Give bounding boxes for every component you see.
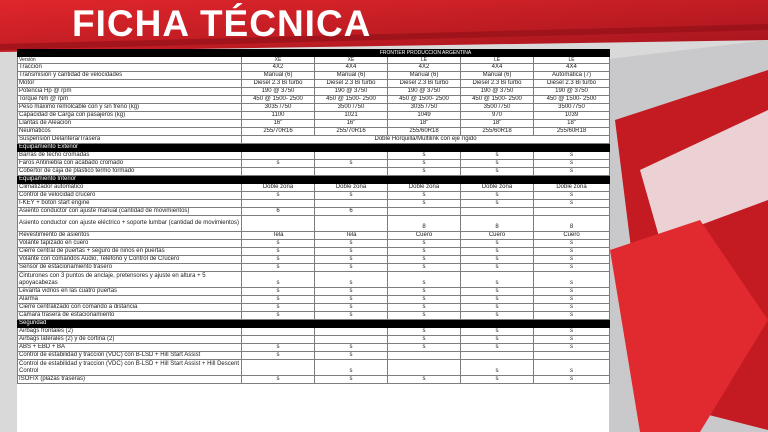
spec-value: 450 @ 1500- 2500 — [461, 96, 534, 104]
spec-label: Airbags frontales (2) — [18, 328, 242, 336]
spec-row — [18, 128, 610, 136]
spec-value: s — [461, 152, 534, 160]
spec-value: s — [315, 352, 388, 360]
spec-label: Volante con comandos Audio, Teléfono y Control de Crucero — [18, 256, 242, 264]
page-title: FICHA TÉCNICA — [72, 3, 372, 44]
spec-value: s — [534, 336, 610, 344]
spec-value: s — [534, 344, 610, 352]
spec-label: Tracción — [18, 64, 242, 72]
banner-row — [18, 50, 610, 57]
spec-value: s — [315, 256, 388, 264]
spec-label: Levanta vidrios en las cuatro puertas — [18, 288, 242, 296]
spec-row — [18, 272, 610, 288]
section-title: Equipamiento Interior — [18, 176, 610, 184]
spec-value: Doble zona — [534, 184, 610, 192]
spec-value: Doble zona — [388, 184, 461, 192]
spec-value: 3035 /750 — [242, 104, 315, 112]
spec-value: 255/70R16 — [315, 128, 388, 136]
spec-value: Cuero — [461, 232, 534, 240]
spec-label: Asiento conductor con ajuste eléctrico + soporte lumbar (cantidad de movimientos) — [18, 216, 242, 232]
spec-label: Suspensión Delantera/Trasera — [18, 136, 242, 144]
spec-row — [18, 80, 610, 88]
spec-label: Faros Antiniebla con acabado cromado — [18, 160, 242, 168]
spec-label: Revestimiento de asientos — [18, 232, 242, 240]
spec-value: 1039 — [534, 112, 610, 120]
spec-value: Tela — [242, 232, 315, 240]
spec-row — [18, 120, 610, 128]
spec-value: s — [242, 240, 315, 248]
spec-value-span: Doble Horquilla/Multilink con eje rígido — [242, 136, 610, 144]
spec-label: Volante tapizado en cuero — [18, 240, 242, 248]
spec-value — [242, 168, 315, 176]
banner-spacer — [18, 50, 242, 57]
spec-row — [18, 96, 610, 104]
spec-value: 450 @ 1500- 2500 — [242, 96, 315, 104]
spec-value: Manual (6) — [315, 72, 388, 80]
spec-row — [18, 248, 610, 256]
spec-row — [18, 104, 610, 112]
section-header-row — [18, 320, 610, 328]
spec-value: s — [388, 288, 461, 296]
spec-value: Diesel 2.3 Bi turbo — [534, 80, 610, 88]
section-header-row — [18, 144, 610, 152]
spec-value: s — [315, 376, 388, 384]
spec-value: s — [461, 304, 534, 312]
spec-value: s — [315, 272, 388, 288]
version-cell: LE — [388, 57, 461, 64]
spec-value: s — [242, 248, 315, 256]
spec-value: s — [534, 312, 610, 320]
spec-value: s — [534, 296, 610, 304]
spec-label: Control de velocidad crucero — [18, 192, 242, 200]
spec-value: 4X2 — [388, 64, 461, 72]
spec-value: Doble zona — [242, 184, 315, 192]
spec-value: 1049 — [388, 112, 461, 120]
spec-value: s — [388, 240, 461, 248]
spec-row — [18, 288, 610, 296]
spec-value: s — [315, 240, 388, 248]
spec-row — [18, 192, 610, 200]
spec-value: s — [534, 192, 610, 200]
spec-label: Motor — [18, 80, 242, 88]
spec-value: Doble zona — [461, 184, 534, 192]
spec-label: Cobertor de caja de plástico termo formado — [18, 168, 242, 176]
spec-value: s — [534, 304, 610, 312]
spec-value: s — [461, 288, 534, 296]
spec-value: s — [461, 312, 534, 320]
spec-value — [388, 352, 461, 360]
spec-label: Capacidad de Carga con pasajeros (kg) — [18, 112, 242, 120]
spec-value: 190 @ 3750 — [534, 88, 610, 96]
spec-value: 8 — [534, 216, 610, 232]
spec-value: s — [242, 304, 315, 312]
spec-row — [18, 232, 610, 240]
spec-value: 450 @ 1500- 2500 — [388, 96, 461, 104]
spec-value: s — [534, 376, 610, 384]
spec-value: 255/70R16 — [242, 128, 315, 136]
spec-row — [18, 264, 610, 272]
spec-value: s — [315, 288, 388, 296]
spec-value: s — [242, 296, 315, 304]
spec-value: s — [461, 160, 534, 168]
spec-value: 4X4 — [315, 64, 388, 72]
spec-row — [18, 160, 610, 168]
spec-value: s — [242, 264, 315, 272]
spec-value — [388, 208, 461, 216]
spec-row — [18, 360, 610, 376]
spec-row — [18, 72, 610, 80]
spec-value: s — [242, 256, 315, 264]
spec-table-body — [18, 50, 610, 384]
spec-value: s — [315, 360, 388, 376]
spec-value: s — [388, 192, 461, 200]
spec-value: 255/60R18 — [388, 128, 461, 136]
spec-label: Control de estabilidad y traccion (VDC) con B-LSD + Hill Start Assist + Hill Descent Control — [18, 360, 242, 376]
spec-value: s — [315, 264, 388, 272]
spec-value: s — [315, 192, 388, 200]
spec-value: 4X4 — [461, 64, 534, 72]
spec-label: Neumáticos — [18, 128, 242, 136]
spec-label: Climatizador automático — [18, 184, 242, 192]
version-cell: XE — [242, 57, 315, 64]
spec-value — [534, 208, 610, 216]
spec-value: 8 — [388, 216, 461, 232]
spec-row — [18, 152, 610, 160]
spec-value: s — [242, 272, 315, 288]
spec-value: 18" — [534, 120, 610, 128]
spec-row — [18, 344, 610, 352]
spec-value: 190 @ 3750 — [388, 88, 461, 96]
spec-value — [315, 152, 388, 160]
spec-value: s — [388, 336, 461, 344]
spec-value: s — [388, 152, 461, 160]
spec-value: s — [461, 200, 534, 208]
spec-value: s — [315, 248, 388, 256]
spec-value: 8 — [461, 216, 534, 232]
spec-value: s — [461, 168, 534, 176]
spec-value: s — [534, 272, 610, 288]
spec-value: 1100 — [242, 112, 315, 120]
spec-value: s — [315, 344, 388, 352]
spec-value: 6 — [242, 208, 315, 216]
version-label: Versión — [18, 57, 242, 64]
spec-row — [18, 304, 610, 312]
spec-value: s — [534, 256, 610, 264]
spec-value: s — [388, 376, 461, 384]
spec-label: Peso máximo remolcable con y sin freno (kg) — [18, 104, 242, 112]
spec-row — [18, 256, 610, 264]
spec-value: s — [534, 360, 610, 376]
spec-value: s — [461, 256, 534, 264]
spec-sheet — [17, 49, 609, 432]
spec-row — [18, 168, 610, 176]
spec-value — [315, 336, 388, 344]
spec-value — [242, 328, 315, 336]
spec-value: s — [388, 344, 461, 352]
spec-value — [461, 208, 534, 216]
version-cell: LE — [461, 57, 534, 64]
spec-value: s — [461, 240, 534, 248]
spec-label: Alarma — [18, 296, 242, 304]
spec-value: s — [315, 312, 388, 320]
spec-value: s — [534, 328, 610, 336]
spec-value: s — [242, 288, 315, 296]
spec-row — [18, 312, 610, 320]
spec-row — [18, 136, 610, 144]
spec-table — [17, 49, 610, 384]
spec-value: 3500 /750 — [461, 104, 534, 112]
spec-value — [461, 352, 534, 360]
spec-value: 18" — [388, 120, 461, 128]
spec-value: Diesel 2.3 Bi turbo — [388, 80, 461, 88]
spec-value: s — [534, 288, 610, 296]
spec-value: Cuero — [388, 232, 461, 240]
spec-value: s — [461, 272, 534, 288]
spec-label: Cinturones con 3 puntos de anclaje, pretensores y ajuste en altura + 5 apoyacabezas — [18, 272, 242, 288]
spec-value: s — [388, 256, 461, 264]
spec-value: 3035 /750 — [388, 104, 461, 112]
spec-value: s — [315, 296, 388, 304]
spec-value: Doble zona — [315, 184, 388, 192]
spec-label: Asiento conductor con ajuste manual (cantidad de movimientos) — [18, 208, 242, 216]
spec-value: s — [388, 200, 461, 208]
spec-value — [242, 152, 315, 160]
spec-value: 450 @ 1500- 2500 — [534, 96, 610, 104]
spec-value: s — [534, 200, 610, 208]
spec-value: 450 @ 1500- 2500 — [315, 96, 388, 104]
spec-value: s — [461, 336, 534, 344]
spec-value: s — [461, 192, 534, 200]
spec-value: Cuero — [534, 232, 610, 240]
spec-value: s — [461, 360, 534, 376]
spec-value: s — [388, 264, 461, 272]
spec-value: s — [388, 296, 461, 304]
spec-label: ISOFIX (plazas traseras) — [18, 376, 242, 384]
spec-value: s — [388, 168, 461, 176]
spec-value: s — [534, 152, 610, 160]
spec-value: 190 @ 3750 — [315, 88, 388, 96]
spec-value: s — [388, 248, 461, 256]
spec-value: s — [242, 352, 315, 360]
spec-value — [534, 352, 610, 360]
spec-value: 3500 /750 — [534, 104, 610, 112]
spec-label: Cámara trasera de estacionamiento — [18, 312, 242, 320]
version-cell: XE — [315, 57, 388, 64]
section-header-row — [18, 176, 610, 184]
spec-value — [315, 168, 388, 176]
spec-value: s — [461, 344, 534, 352]
spec-value: 16" — [315, 120, 388, 128]
spec-value: 190 @ 3750 — [461, 88, 534, 96]
spec-value: Manual (6) — [242, 72, 315, 80]
spec-value: Tela — [315, 232, 388, 240]
spec-label: Llantas de Aleación — [18, 120, 242, 128]
spec-value: s — [388, 272, 461, 288]
spec-row — [18, 336, 610, 344]
spec-value: Diesel 2.3 Bi turbo — [242, 80, 315, 88]
version-cell: LE — [534, 57, 610, 64]
spec-value — [242, 336, 315, 344]
spec-value — [388, 360, 461, 376]
spec-value: s — [534, 264, 610, 272]
spec-value: 190 @ 3750 — [242, 88, 315, 96]
spec-value — [242, 360, 315, 376]
spec-value: s — [461, 248, 534, 256]
spec-row — [18, 64, 610, 72]
spec-label: Airbags laterales (2) y de cortina (2) — [18, 336, 242, 344]
spec-row — [18, 184, 610, 192]
spec-row — [18, 296, 610, 304]
spec-row — [18, 208, 610, 216]
spec-value: s — [242, 344, 315, 352]
spec-value: 255/60R18 — [461, 128, 534, 136]
banner-text: FRONTIER PRODUCCIÓN ARGENTINA — [242, 50, 610, 57]
spec-value: s — [242, 376, 315, 384]
spec-row — [18, 216, 610, 232]
spec-value: s — [388, 312, 461, 320]
spec-value: s — [534, 160, 610, 168]
spec-value: s — [242, 160, 315, 168]
spec-value: s — [534, 168, 610, 176]
spec-value: 4X4 — [534, 64, 610, 72]
spec-value: Diesel 2.3 Bi turbo — [315, 80, 388, 88]
spec-row — [18, 240, 610, 248]
spec-value: s — [315, 160, 388, 168]
spec-value: s — [461, 296, 534, 304]
spec-value — [315, 200, 388, 208]
version-row — [18, 57, 610, 64]
spec-value: s — [461, 264, 534, 272]
section-title: Equipamiento Exterior — [18, 144, 610, 152]
spec-value — [315, 328, 388, 336]
spec-row — [18, 328, 610, 336]
spec-value — [242, 200, 315, 208]
spec-value: Manual (6) — [461, 72, 534, 80]
spec-value — [315, 216, 388, 232]
spec-label: I-KEY + botón start engine — [18, 200, 242, 208]
spec-row — [18, 376, 610, 384]
spec-label: Potencia Hp @ rpm — [18, 88, 242, 96]
spec-value: s — [388, 160, 461, 168]
spec-label: Barras de techo cromadas — [18, 152, 242, 160]
spec-value: 18" — [461, 120, 534, 128]
spec-row — [18, 88, 610, 96]
spec-value: s — [461, 328, 534, 336]
spec-value: s — [534, 248, 610, 256]
spec-value: 970 — [461, 112, 534, 120]
spec-label: ABS + EBD + BA — [18, 344, 242, 352]
spec-label: Control de estabilidad y tracción (VDC) con B-LSD + Hill Start Assist — [18, 352, 242, 360]
spec-row — [18, 352, 610, 360]
spec-value: Diesel 2.3 Bi turbo — [461, 80, 534, 88]
spec-label: Transmisión y cantidad de velocidades — [18, 72, 242, 80]
spec-value: 3500 /750 — [315, 104, 388, 112]
spec-value: 16" — [242, 120, 315, 128]
spec-value: s — [388, 304, 461, 312]
spec-value: 6 — [315, 208, 388, 216]
spec-row — [18, 200, 610, 208]
spec-value: s — [534, 240, 610, 248]
spec-value: s — [461, 376, 534, 384]
spec-value: Automática (7) — [534, 72, 610, 80]
spec-label: Sensor de estacionamiento trasero — [18, 264, 242, 272]
spec-value: s — [388, 328, 461, 336]
spec-value: s — [242, 192, 315, 200]
spec-row — [18, 112, 610, 120]
spec-value: s — [315, 304, 388, 312]
spec-label: Torque Nm @ rpm — [18, 96, 242, 104]
spec-value: 1021 — [315, 112, 388, 120]
spec-value: Manual (6) — [388, 72, 461, 80]
spec-value — [242, 216, 315, 232]
spec-value: 4X2 — [242, 64, 315, 72]
spec-value: s — [242, 312, 315, 320]
section-title: Seguridad — [18, 320, 610, 328]
spec-label: Cierre central de puertas + seguro de niños en puertas — [18, 248, 242, 256]
spec-label: Cierre centralizado con comando a distancia — [18, 304, 242, 312]
spec-value: 255/60R18 — [534, 128, 610, 136]
